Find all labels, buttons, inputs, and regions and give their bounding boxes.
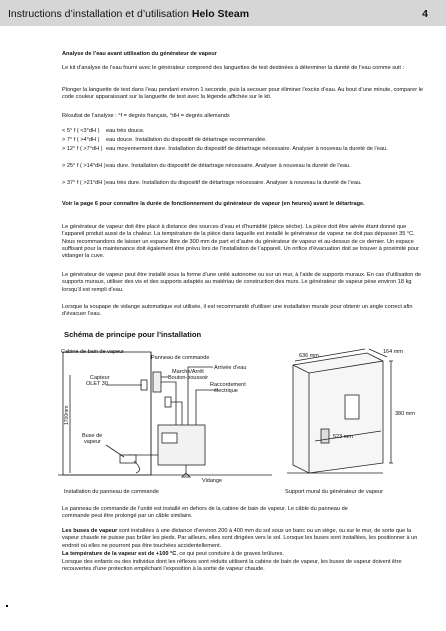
control-panel-icon: [153, 372, 161, 392]
label-cabin: Cabine de bain de vapeur: [61, 349, 124, 355]
water-intro: Le kit d’analyse de l’eau fourni avec le générateur comprend des languettes de test destinées à déterminer la dureté de l’eau comme suit :: [62, 65, 405, 71]
water-procedure: Plonger la languette de test dans l’eau pendant environ 1 seconde, puis la secouer pour éliminer l’excès d’eau. Au bout d’une minute, comparer le code couleur apparaissant sur la languette de test avec la légende affichée sur le kit.: [62, 87, 424, 101]
nozzle-text: sont installées à une distance d’environ 200 à 400 mm du sol sous un banc ou un siège, ou sur le mur, de sorte que la vapeur chaude ne puisse pas brûler les pieds. Par ailleurs, elles sont dirigées vers le sol. Lorsque les buses sont installées, les positionner à un endroit où elles ne pourront pas être touchées accidentellement.: [62, 528, 418, 549]
label-elec-1: Raccordement: [210, 382, 246, 388]
caption-left: Installation du panneau de commande: [64, 489, 159, 495]
title-brand: Helo Steam: [191, 8, 250, 20]
temperature-text: , ce qui peut conduire à de graves brûlures.: [176, 551, 284, 557]
footer-paragraph-3: [62, 551, 426, 558]
title-prefix: Instructions d’installation et d’utilisation: [8, 8, 189, 20]
page-mark: [6, 605, 8, 607]
label-sensor-2: OLET 30: [86, 381, 108, 387]
label-drain: Vidange: [202, 478, 223, 484]
hardness-row: > 37° f ( >21°dH ) eau très dure. Installation du dispositif de détartrage nécessaire. Analyser à nouveau la dureté de l’eau.: [62, 180, 362, 186]
install-paragraph-2: Le générateur de vapeur peut être installé sous la forme d’une unité autonome ou sur un mur, à l’aide de supports muraux. En cas d’utilisation de supports muraux, utiliser des vis et des supports adaptés au matériau de construction des murs. Le générateur de vapeur pèse environ 18 kg lorsqu’il est rempli d’eau.: [62, 272, 422, 293]
label-panel: Panneau de commande: [151, 355, 210, 361]
footer-paragraph-1: Le panneau de commande de l’unité est installé en dehors de la cabine de bain de vapeur. Le câble du panneau de commande peut être prolongé par un câble similaire.: [62, 506, 348, 520]
footer-paragraph-4: Lorsque des enfants ou des individus dont les réflexes sont réduits utilisent la cabine de bain de vapeur, les buses de vapeur doivent être recouvertes d’une protection empêchant l’exposition à la sortie de vapeur chaude.: [62, 559, 402, 573]
label-switch-1: Marche/Arrêt: [172, 369, 204, 375]
install-paragraph-1: Le générateur de vapeur doit être placé à distance des sources d’eau et d’humidité (pièce sèche). La pièce doit être aérée étant donné que l’appareil produit aussi de la chaleur. La température de la pièce dans laquelle est installé le générateur de vapeur ne doit pas dépasser 35 °C. Nous recommandons de laisser un espace libre de 300 mm de part et d’autre du générateur de vapeur et au-dessus de ce dernier. Un espace suffisant pour la maintenance doit également être prévu lors de l’installation de l’appareil. Un orifice d’évacuation doit se trouver à proximité pour vidanger la cuve.: [62, 224, 419, 260]
wall-mount-diagram: [285, 345, 425, 485]
label-water-in: Arrivée d’eau: [214, 365, 247, 371]
hardness-row: > 25° f ( >14°dH ) eau dure. Installation du dispositif de détartrage nécessaire. Analyser à nouveau la dureté de l’eau.: [62, 163, 351, 169]
hardness-row: > 7° f ( >4°dH ) eau douce. Installation du dispositif de détartrage recommandée.: [62, 137, 267, 143]
page-title: [8, 8, 249, 20]
label-height: 1700mm: [64, 405, 70, 425]
steam-generator-icon: [158, 425, 205, 465]
water-result-line: Résultat de l’analyse : °f = degrés français, °dH = degrés allemands: [62, 113, 230, 119]
steam-cabin-outline: [63, 352, 151, 475]
label-elec-2: électrique: [214, 388, 238, 394]
switch-icon: [165, 397, 171, 407]
dim-height: 380 mm: [395, 411, 415, 417]
footer-paragraph-2: [62, 528, 426, 550]
installation-diagram: [58, 345, 272, 485]
nozzle-lead: Les buses de vapeur: [62, 528, 118, 534]
label-switch-2: Bouton-poussoir: [168, 375, 209, 381]
water-heading: Analyse de l’eau avant utilisation du générateur de vapeur: [62, 51, 217, 57]
caption-right: Support mural du générateur de vapeur: [285, 489, 383, 495]
label-nozzle-2: vapeur: [84, 439, 101, 445]
schema-title: Schéma de principe pour l’installation: [64, 330, 202, 339]
label-sensor-1: Capteur: [90, 375, 110, 381]
hardness-row: < 5° f ( <3°dH ) eau très douce.: [62, 128, 145, 134]
page-header: [0, 0, 446, 26]
dim-width: 636 mm: [299, 353, 319, 359]
temperature-lead: La température de la vapeur est de +100 °C: [62, 551, 177, 557]
dim-depth: 164 mm: [383, 349, 403, 355]
label-nozzle-1: Buse de: [82, 433, 103, 439]
install-paragraph-3: Lorsque la soupape de vidange automatique est utilisée, il est recommandé d’utiliser une installation murale pour obtenir un angle correct afin d’évacuer l’eau.: [62, 304, 413, 318]
hardness-row: > 12° f ( >7°dH ) eau moyennement dure. Installation du dispositif de détartrage nécessaire. Analyser à nouveau la dureté de l’eau.: [62, 146, 388, 152]
generator-box: [293, 353, 383, 473]
descaling-note: Voir la page 6 pour connaître la durée de fonctionnement du générateur de vapeur (en heures) avant le détartrage.: [62, 201, 365, 207]
hardness-table: [62, 128, 426, 197]
dim-inner: 523 mm: [333, 434, 353, 440]
page-number: 4: [422, 8, 428, 20]
